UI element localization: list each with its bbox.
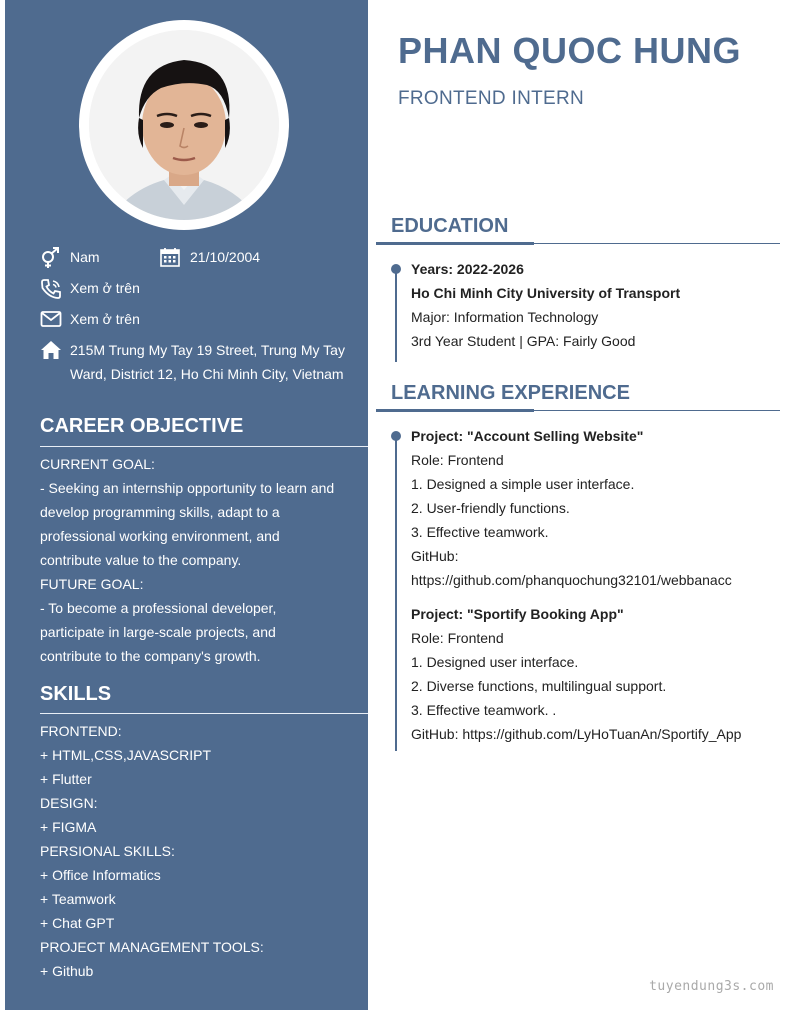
skill-line: DESIGN: [40,795,98,811]
education-years: Years: 2022-2026 [411,261,524,277]
project-title: Project: "Sportify Booking App" [411,606,624,622]
project-line: GitHub: [411,548,459,564]
avatar-photo [89,30,279,220]
career-line: participate in large-scale projects, and [40,624,276,640]
skill-line: + Office Informatics [40,867,161,883]
career-line: CURRENT GOAL: [40,456,155,472]
education-timeline-dot [391,264,401,274]
birthday-value: 21/10/2004 [190,249,261,265]
project-github-link[interactable]: GitHub: https://github.com/LyHoTuanAn/Sportify_App [411,726,742,742]
address-line-2: Ward, District 12, Ho Chi Minh City, Vietnam [70,366,344,382]
skill-line: + Teamwork [40,891,116,907]
project-line: 3. Effective teamwork. [411,524,549,540]
project-line: 2. User-friendly functions. [411,500,570,516]
experience-heading: LEARNING EXPERIENCE [391,382,630,404]
education-major: Major: Information Technology [411,309,599,325]
education-divider-accent [376,242,534,245]
project-line: 1. Designed user interface. [411,654,579,670]
skill-line: + HTML,CSS,JAVASCRIPT [40,747,212,763]
avatar [79,20,289,230]
mail-icon [40,309,62,329]
skill-line: + Github [40,963,94,979]
candidate-name: PHAN QUOC HUNG [398,30,742,71]
home-icon [40,340,62,360]
phone-row [40,276,240,300]
career-line: FUTURE GOAL: [40,576,144,592]
project-line: 2. Diverse functions, multilingual support. [411,678,667,694]
experience-timeline-dot [391,431,401,441]
career-line: contribute value to the company. [40,552,242,568]
skill-line: + FIGMA [40,819,97,835]
gender-value: Nam [70,249,100,265]
project-title: Project: "Account Selling Website" [411,428,644,444]
education-heading: EDUCATION [391,215,509,237]
experience-divider-accent [376,409,534,412]
address-line-1: 215M Trung My Tay 19 Street, Trung My Tay [70,342,345,358]
project-line: Role: Frontend [411,452,504,468]
career-objective-heading: CAREER OBJECTIVE [40,415,244,437]
project-entry-1 [411,424,732,592]
candidate-title: FRONTEND INTERN [398,88,585,109]
birthday-row [160,245,300,269]
project-line: 1. Designed a simple user interface. [411,476,635,492]
career-objective-divider [40,446,368,447]
gender-icon [40,247,62,269]
project-entry-2 [411,602,741,746]
skills-list [40,719,350,983]
career-line: professional working environment, and [40,528,280,544]
skill-line: PROJECT MANAGEMENT TOOLS: [40,939,264,955]
skill-line: PERSIONAL SKILLS: [40,843,175,859]
project-line: Role: Frontend [411,630,504,646]
address-row [40,338,365,386]
portrait-image [89,30,279,220]
watermark: tuyendung3s.com [649,979,774,994]
career-line: - Seeking an internship opportunity to learn and [40,480,335,496]
skill-line: + Flutter [40,771,92,787]
education-timeline [395,266,397,362]
career-line: develop programming skills, adapt to a [40,504,280,520]
career-line: contribute to the company's growth. [40,648,261,664]
education-status: 3rd Year Student | GPA: Fairly Good [411,333,636,349]
email-value: Xem ở trên [70,311,140,327]
project-line: 3. Effective teamwork. . [411,702,557,718]
phone-value: Xem ở trên [70,280,140,296]
phone-icon [40,278,62,300]
skills-divider [40,713,368,714]
education-school: Ho Chi Minh City University of Transport [411,285,681,301]
skill-line: FRONTEND: [40,723,122,739]
career-line: - To become a professional developer, [40,600,277,616]
calendar-icon [160,247,180,267]
project-github-link[interactable]: https://github.com/phanquochung32101/webbanacc [411,572,732,588]
career-objective-text [40,452,350,668]
skill-line: + Chat GPT [40,915,115,931]
email-row [40,307,240,331]
skills-heading: SKILLS [40,683,112,705]
gender-row [40,245,160,269]
education-entry [411,257,680,353]
sidebar [5,0,368,1010]
experience-timeline [395,433,397,751]
